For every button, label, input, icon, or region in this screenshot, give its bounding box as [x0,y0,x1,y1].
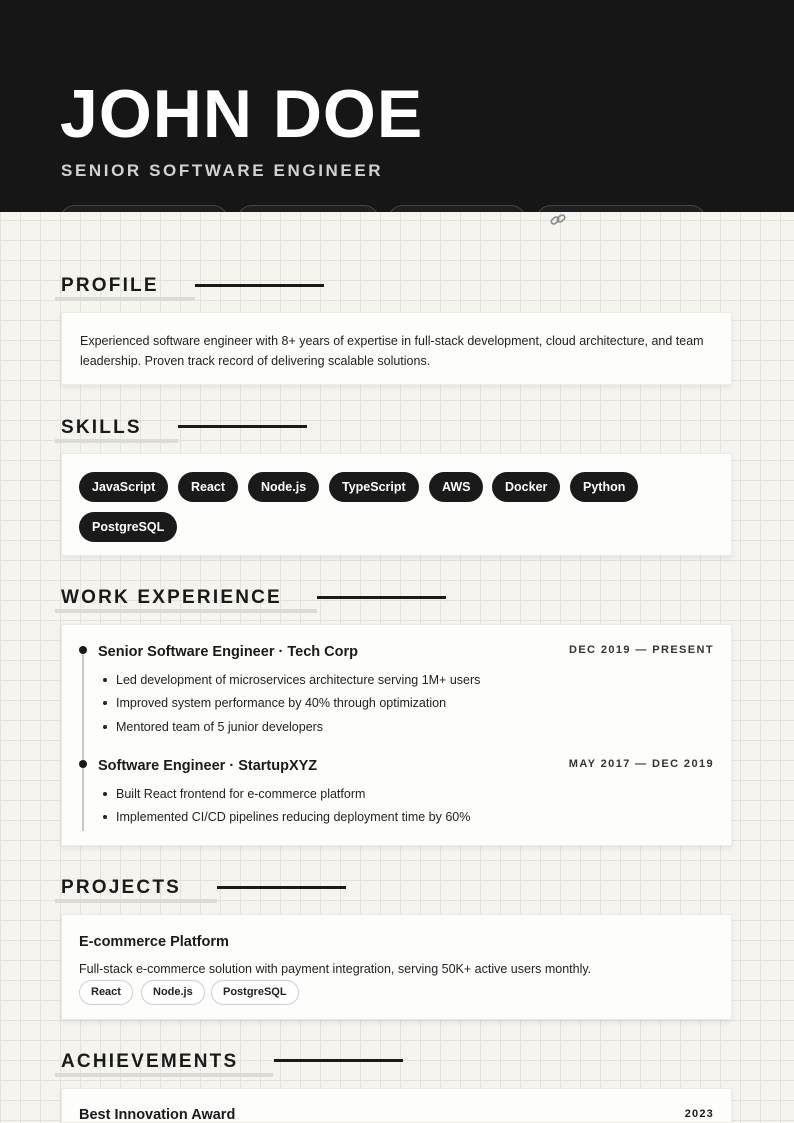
section-underline [55,297,195,301]
skill-chip: JavaScript [79,472,168,502]
section-title-skills: SKILLS [61,417,142,438]
achievement-year: 2023 [684,1108,714,1120]
contact-pill-4[interactable] [536,205,706,212]
timeline-line [82,649,84,831]
contact-pill-1[interactable] [60,205,228,212]
project-card [61,914,732,1020]
experience-card [61,624,732,846]
skill-chip: Python [570,472,638,502]
project-description: Full-stack e-commerce solution with payment integration, serving 50K+ active users monthly. [79,962,592,976]
project-tag: Node.js [141,980,205,1005]
skills-card [61,453,732,556]
job-bullet: Built React frontend for e-commerce platform [116,787,366,801]
skill-chip: Docker [492,472,560,502]
skill-chip: React [178,472,238,502]
job-title: Senior Software Engineer · Tech Corp [98,644,358,660]
resume-header [0,0,794,212]
section-title-achievements: ACHIEVEMENTS [61,1051,239,1072]
link-icon[interactable] [549,212,567,228]
section-rule [195,284,324,287]
achievement-card [61,1088,732,1123]
achievement-name: Best Innovation Award [79,1107,236,1123]
timeline-dot [79,760,87,768]
skill-chip: AWS [429,472,483,502]
skill-chip: TypeScript [329,472,419,502]
section-title-profile: PROFILE [61,275,159,296]
job-bullet: Mentored team of 5 junior developers [116,720,324,734]
section-rule [217,886,346,889]
project-name: E-commerce Platform [79,934,229,950]
section-title-experience: WORK EXPERIENCE [61,587,282,608]
section-rule [317,596,446,599]
section-rule [178,425,307,428]
job-bullet: Led development of microservices architecture serving 1M+ users [116,673,481,687]
profile-summary: Experienced software engineer with 8+ years of expertise in full-stack development, cloud architecture, and team leadership. Proven track record of delivering scalable solutions. [80,334,704,368]
job-bullet: Improved system performance by 40% through optimization [116,696,447,710]
section-underline [55,439,178,443]
contact-pill-2[interactable] [237,205,379,212]
job-dates: DEC 2019 — PRESENT [568,644,714,656]
section-title-projects: PROJECTS [61,877,182,898]
project-tag: React [79,980,133,1005]
skill-chip: PostgreSQL [79,512,177,542]
job-dates: MAY 2017 — DEC 2019 [568,758,714,770]
profile-card [61,312,732,385]
contact-pill-3[interactable] [388,205,526,212]
section-underline [55,1073,273,1077]
job-title: Software Engineer · StartupXYZ [98,758,318,774]
section-underline [55,899,217,903]
section-rule [274,1059,403,1062]
candidate-name: JOHN DOE [60,76,424,152]
section-underline [55,609,317,613]
job-bullet: Implemented CI/CD pipelines reducing deployment time by 60% [116,810,471,824]
candidate-role: SENIOR SOFTWARE ENGINEER [61,161,384,180]
project-tag: PostgreSQL [211,980,299,1005]
skill-chip: Node.js [248,472,319,502]
timeline-dot [79,646,87,654]
